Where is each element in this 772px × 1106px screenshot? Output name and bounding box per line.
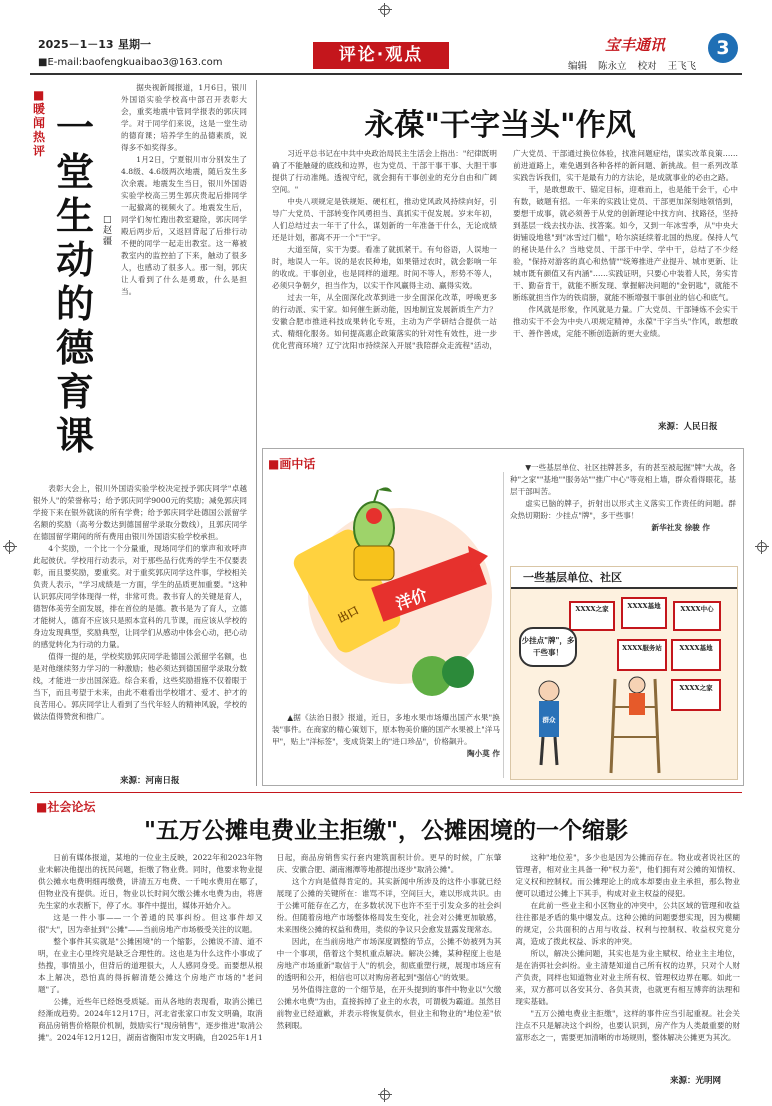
bottom-article-para-1: 日前有媒体报道，某地的一位业主反映，2022年和2023年物业未解决他提出的抚民问题，拒缴了物业费。同时，他要求物业提供公摊水电费明细再缴费，讲清五万电费、一千吨水费用在哪了，但物业没有提供。近日，物业以长时间欠缴公摊水电费为由，将唐先生家的水表断下，停了水。事件中提出，媒体开始介入。 [38, 853, 263, 910]
fruit-cartoon-author: 陶小莫 作 [466, 749, 500, 758]
main-article-para-1: 习近平总书记在中共中央政治局民主生活会上指出："纪律既明确了不能触碰的底线和边界，也为党员、干部干事干事、大胆干事提供了行动准绳。透视守纪，就会拥有干事创业的充分自由和广阔空间。" [272, 149, 497, 194]
paper-logo: 宝丰通讯 [605, 36, 666, 54]
registration-mark-top [378, 3, 392, 17]
bottom-article-source: 来源：光明网 [666, 1074, 721, 1086]
left-article-para-2: 1月2日，宁夏银川市分别发生了4.8级、4.6级两次地震，随后发生多次余震。地震发生当日，银川外国语实验学校高三男生郭庆贵起后排同学一起撤离的视频火了。地震发生后，同学们匆忙跑出教室避险，郭庆同学殿后两步后，又返回背起了后排行动不便的同学一起走出教室。这一幕被教室内的监控拍了下来，触动了很多人，也感动了很多人。那一刻，郭庆让人看到了什么是勇敢，什么是担当。 [121, 155, 247, 296]
bottom-article-para-5: 这个方向是值得肯定的。其实新闻中所涉及的这件小事就已经展现了公摊的关键所在：谁骂不详，空间巨大，难以形成共识。由于公摊可能存在乙方，在多数状况下也许不至于引发众多的社会纠纷。但随着房地产市场整体格局发生变化，社会对公摊更加敏感，未来围绕公摊的权益和费用，类似的争议只会愈发显露发现常态。 [276, 877, 502, 934]
fruit-cartoon-drawing [282, 476, 492, 710]
issue-weekday: 星期一 [118, 38, 151, 51]
left-article-source: 来源：河南日报 [120, 776, 180, 786]
person-label: 群众 [542, 716, 556, 724]
plaque-6: XXXX之家 [671, 679, 721, 711]
section-title: 评论·观点 [338, 45, 424, 65]
section-banner [313, 42, 449, 69]
box-label: 出口 [335, 603, 362, 626]
page-number-badge [708, 33, 738, 63]
left-article-para-3: 表彰大会上，银川外国语实验学校决定授予郭庆同学"卓越银外人"的荣誉称号；给予郭庆同学9000元的奖励；减免郭庆同学接下来在银外就读的所有学费；给予郭庆同学赴德国公派留学名额的奖励（高考分数达到德国留学录取分数线），且郭庆同学在德国留学期间的所有费用由银川外国语实验学校承担。 [33, 484, 247, 541]
bottom-article-para-4: 公摊，近些年已经饱受质疑。而从各地的表现看，取消公摊已经渐成趋势。2024年12月17日，河北省张家口市发文明确，取消商品房销售价格限价机制，鼓励实行"现房销售"，逐步推进"取消公摊"。2024年12月12日，湖南省衡阳市发文明确，自2025年1月1日起，商品房销售实行套内建筑面积计价。更早的时候，广东肇庆、安徽合肥、湖南湘潭等地都提出逐步"取消公摊"。 [38, 853, 502, 1042]
plaque-3: XXXX中心 [673, 601, 721, 631]
plaque-5: XXXX基地 [671, 639, 721, 671]
bottom-article-para-8: 这种"地位差"，多少也是因为公摊而存在。物业或者说社区的管理者，相对业主具备一种"权力差"，他们拥有对公摊的知情权、定义权和控制权。而公摊理论上的成本却要由业主承担，那么物业便可以通过公摊上下其手，构成对业主权益的侵犯。 [515, 853, 740, 898]
registration-mark-bottom [378, 1088, 392, 1102]
left-article-author: 赵 疆 [103, 226, 113, 247]
main-article-para-2: 中央八项规定是铁规矩、硬杠杠，推动党风政风持续向好，引导广大党员、干部转变作风勇担当、真抓实干促发展。岁末年初，人们总结过去一年干了什么，谋划新的一年准备干什么，无论成绩还是计划，都离不开一个"干"字。 [272, 197, 497, 242]
sign-cartoon [510, 566, 738, 780]
fruit-cartoon [282, 476, 492, 710]
cartoon-divider [503, 472, 504, 778]
main-article-body [272, 148, 738, 436]
plaque-2: XXXX基地 [621, 597, 667, 629]
registration-mark-right [755, 540, 769, 554]
main-article-para-6: 作风就是形象，作风就是力量。广大党员、干部锤炼不会实干推动实干不会为中央八项规定精神，永葆"干字当头"作风，敢想敢干、善作善成，定能不断创造新的更大业绩。 [513, 305, 738, 338]
header-rule [30, 73, 742, 75]
left-article-para-4: 4个奖励，一个比一个分量重，现场同学们的掌声和欢呼声此起彼伏。学校用行动表示，对于那些品行优秀的学生不仅要表彰，而且要奖励，要重奖。对于重奖郭庆同学这件事，学校相关负责人表示，"学习成绩是一方面，学生的品质更加重要。"这种认识郭庆同学体现得一样，非常可贵。教书育人的关键是育人，德智体美劳全面发展，排在首位的是德。教书是为了育人，立德才能树人，德育不应该只是照本宣科的几节课，而应该从学校的身边发现典型，奖励典型，让同学们从感动中体会心动，把心动的感觉转化为行动的力量。 [33, 544, 247, 649]
bottom-article-tag: ■社会论坛 [36, 800, 96, 814]
fruit-caption-text: ▲据《法治日报》报道，近日，多地水果市场爆出国产水果"换装"事件。在商家的精心策划下，原本物美价廉的国产水果被上"洋马甲"，贴上"洋标签"，变成货架上的"进口珍品"，价格飙升。 [272, 713, 500, 746]
editor-line [568, 58, 696, 72]
office-sign-title: 一些基层单位、社区 [511, 567, 737, 589]
main-article-source: 来源：人民日报 [658, 422, 718, 432]
plaque-1: XXXX之家 [569, 601, 615, 631]
bottom-article-title: "五万公摊电费业主拒缴"，公摊困境的一个缩影 [144, 818, 628, 844]
main-article-title: 永葆"干字当头"作风 [364, 108, 636, 143]
price-arrow-label: 洋价 [393, 584, 430, 614]
sign-cartoon-author: 新华社发 徐骏 作 [651, 523, 710, 532]
sign-cartoon-caption [510, 462, 736, 566]
bottom-article-para-2: 这是一件小事——一个普通的民事纠纷。但这事件却又很"大"，因为牵扯到"公摊"——当前房地产市场极受关注的议题。 [38, 913, 263, 934]
bottom-article-para-6: 因此，在当前房地产市场深度调整的节点，公摊不妨被列为其中一个事项，借着这个契机重点解决。解决公摊，某种程度上也是房地产市场重新"取信于人"的机会，彻底重塑行规，展现市场应有的透明和公开，相信也可以对购房者起到"强信心"的效果。 [276, 937, 502, 982]
editor-name: 陈永立 [598, 61, 627, 72]
issue-date: 2025－1－13 [38, 38, 114, 51]
left-column-divider [256, 80, 257, 786]
sign-caption-text: ▼一些基层单位、社区挂牌甚多，有的甚至被起掘"牌"大战，各种"之家""基地""服务站""推广中心"等竞相上墙，群众看得眼花，基层干部叫苦。 [510, 463, 736, 496]
main-article-para-3: 大道至简，实干为要。看准了就抓紧干。有句俗语，人误地一时，地误人一年。说的是农民种地，如果错过农时，就会影响一年的收成。干事创业，也是同样的道理。时间不等人，形势不等人，必须只争朝夕，担当作为，以实干作风赢得主动、赢得实效。 [272, 245, 497, 290]
left-article-body-upper [121, 82, 247, 482]
page-number: 3 [716, 37, 730, 59]
bottom-section-rule [30, 792, 742, 793]
left-article-para-5: 值得一提的是，学校奖励郭庆同学赴德国公派留学名额，也是对他继续努力学习的一种激励；他必须达到德国留学录取分数线，才能进一步出国深造。综合来看，这些奖励措施不仅着眼于当下，而且考望于未来，由此不难看出学校增才、爱才、护才的良苦用心。郭庆同学让人看到了当代年轻人的精神风貌，学校的做法值得赞赏和推广。 [33, 652, 247, 721]
speech-bubble: 少挂点"牌"，多干些事！ [519, 627, 577, 667]
main-article-para-5: 干，是敢想敢干、锚定目标，迎难而上，也是能干会干，心中有数，破题有招。一年来的实践让党员、干部更加深刻地领悟到，要想干成事，就必须善于从党的创新理论中找方向、找路径，坚持到基层一线去找办法、找答案。如今，又到一年冰雪季，从"中央大街铺设地毯"到"冰雪过门槛"，哈尔滨延续着北国的热度。保持人气的秘诀是什么？当地党员、干部干中学、学中干，总结了不少经验，"保持对游客的真心和热情""统筹推进产业提升、城市更新、让城市既有颜值又有内涵"……实践证明，只要心中装着人民，务实肯干、勤奋肯干，就能不断发现、掌握解决问题的"金钥匙"，就能不断练就担当作为的铁肩膀，就能不断增强干事创业的信心和底气。 [513, 185, 738, 302]
sign-caption-text-2: 虚实已脑的牌子，折射出以形式主义落实工作责任的问题。群众热切期盼：少挂点"牌"，多干些事！ [510, 499, 736, 520]
main-article-para-4: 过去一年，从全面深化改革到进一步全面深化改革，呼唤更多的行动派、实干家。如何催生新动能，因地制宜发展新质生产力？安徽合肥市推进科技成果转化专班，主动为产学研结合提供一站式、精细化服务。如何提高惠企政策落实的针对性有效性，进一步优化营商环境？辽宁沈阳市持续深入开展"我陪群众走流程"活动，广大党员、干部通过换位体验，找准问题症结，谋实改革良策……前进道路上，难免遇到各种各样的新问题、新挑战。但一系列改革实践告诉我们，实干是最有力的方法论，是成就事业的必由之路。 [272, 149, 738, 350]
left-article-byline [103, 215, 115, 248]
bottom-article-para-3: 整个事件其实就是"公摊困境"的一个缩影，公摊说不清、道不明，在业主心里终究是缺乏合理性的。这也是为什么这件小事成了热搜，事情虽小，但背后的道理很大，人人感同身受。而要想从根本上解决，恐怕真的得拆解清楚公摊这个房地产市场的"老问题"了。 [38, 937, 263, 994]
registration-mark-left [3, 540, 17, 554]
bottom-article-para-7: 另外值得注意的一个细节是，在开头提到的事件中物业以"欠缴公摊水电费"为由，直接拆掉了业主的水表，可谓极为霸道。虽然目前物业已经道歉，并表示将恢复供水，但业主和物业的"地位差"依然刺眼。 [276, 985, 502, 1030]
sign-cartoon-figure [511, 567, 737, 779]
left-article-tag: ■暖闻热评 [33, 88, 46, 158]
left-article-title: 一堂生动的德育课 [56, 106, 95, 458]
bottom-article-para-10: 所以，解决公摊问题，其实也是为业主赋权、给业主主地位，是在消弭社会纠纷。业主清楚知道自己所有权的边界，只对个人财产负责，同样也知道物业对业主所有权、管理权边界在哪。如此一来，双方都可以各安其分、各负其责，也就更有相互博弈的法理和现实基础。 [515, 949, 740, 1006]
proof-label: 校对 [637, 61, 657, 72]
editor-label: 编辑 [568, 61, 588, 72]
bottom-article-para-9: 在此前一些业主和小区物业的冲突中，公共区域的管理和收益往往都是矛盾的集中爆发点。这种公摊的问题要想实现，因为模糊的规定，公共面积的占用与收益、权利与控制权、收益权究竟分离，造成了拨此权益、诉求的冲突。 [515, 901, 740, 946]
proofer-name: 王飞飞 [667, 61, 697, 72]
cartoon-section-tag: ■画中话 [268, 457, 316, 471]
fruit-cartoon-caption [272, 712, 500, 782]
bottom-article-para-11: "五万公摊电费业主拒缴"，这样的事件应当引起重视。社会关注点不只是解决这个纠纷，也要认识到，房产作为人类最重要的财富形态之一，需要更加清晰的市场规则，整体解决公摊更为其次。 [515, 1009, 740, 1042]
byline-mark: □ [103, 215, 112, 225]
contact-email: ■E-mail:baofengkuaibao3@163.com [38, 57, 223, 68]
bottom-article-body [38, 852, 740, 1084]
left-article-body-lower [33, 483, 247, 783]
plaque-4: XXXX服务站 [617, 639, 667, 671]
left-article-para-1: 据央视新闻报道，1月6日，银川外国语实验学校高中部召开表彰大会，重奖地震中管同学报表的郭庆同学。对于同学们来说，这是一堂生动的德育课；培养学生的品德素质，说得多不如奖得多。 [121, 83, 247, 152]
